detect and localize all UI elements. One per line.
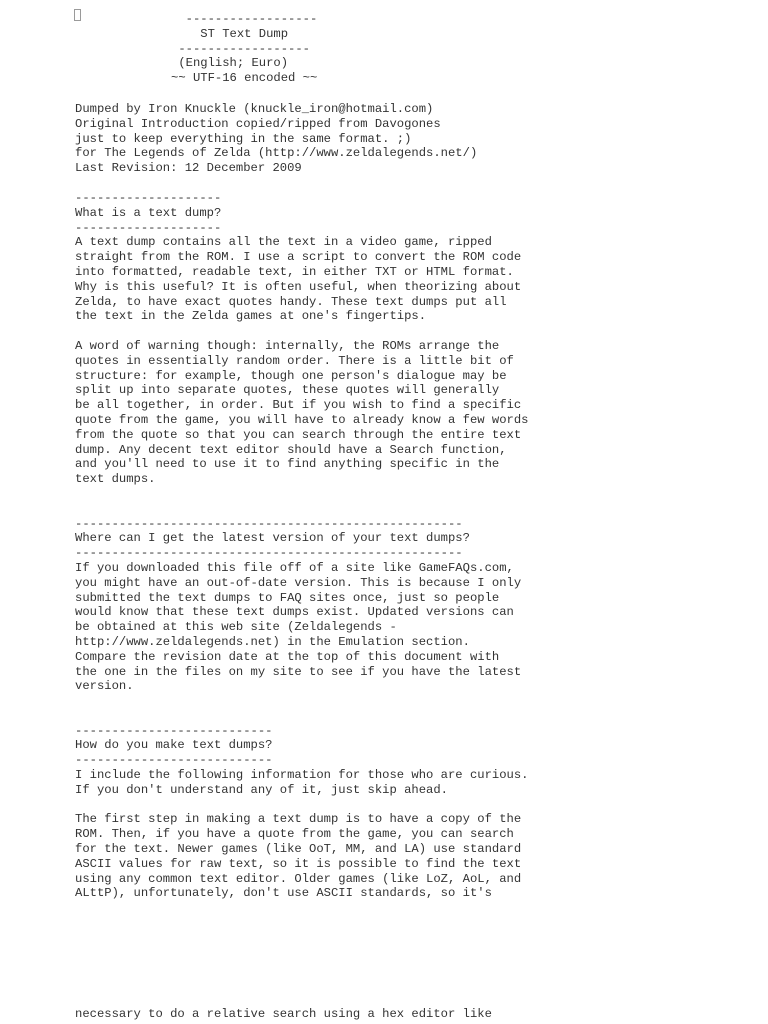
section-1-para-2-line: be all together, in order. But if you wish to find a specific <box>75 398 522 413</box>
section-1-para-2-line: quotes in essentially random order. There is a little bit of <box>75 353 514 368</box>
section-2-heading: Where can I get the latest version of your text dumps? <box>75 531 470 546</box>
document-body <box>75 191 528 901</box>
section-1-para-1-line: straight from the ROM. I use a script to convert the ROM code <box>75 250 522 265</box>
section-1-para-2-line: dump. Any decent text editor should have a Search function, <box>75 442 507 457</box>
section-1-rule-top: -------------------- <box>75 191 222 205</box>
section-2-para-1-line: you might have an out-of-date version. This is because I only <box>75 575 522 590</box>
section-2-para-1-line: the one in the files on my site to see if you have the latest <box>75 664 522 679</box>
section-1-para-1-line: Why is this useful? It is often useful, when theorizing about <box>75 279 522 294</box>
header-encoding: ~~ UTF-16 encoded ~~ <box>171 71 318 86</box>
header-language: (English; Euro) <box>171 56 289 71</box>
blank-line <box>75 502 528 517</box>
section-3-para-1-line: If you don't understand any of it, just skip ahead. <box>75 782 448 797</box>
section-1-heading: What is a text dump? <box>75 205 222 220</box>
blank-line <box>75 694 528 709</box>
section-2-para-1-line: version. <box>75 679 134 694</box>
intro-line: Original Introduction copied/ripped from Davogones <box>75 116 441 131</box>
intro-line: Dumped by Iron Knuckle (knuckle_iron@hotmail.com) <box>75 102 434 116</box>
section-1-para-2-line: from the quote so that you can search through the entire text <box>75 427 522 442</box>
blank-line <box>75 324 528 339</box>
section-3-para-2-line: for the text. Newer games (like OoT, MM, and LA) use standard <box>75 842 522 857</box>
section-2-para-1-line: would know that these text dumps exist. Updated versions can <box>75 605 514 620</box>
header-title: ST Text Dump <box>171 26 289 41</box>
intro-line: just to keep everything in the same format. ;) <box>75 131 412 146</box>
section-1-para-1-line: Zelda, to have exact quotes handy. These text dumps put all <box>75 294 507 309</box>
section-2-para-1-line: http://www.zeldalegends.net) in the Emulation section. <box>75 634 470 649</box>
section-1-para-2-line: structure: for example, though one person's dialogue may be <box>75 368 507 383</box>
section-2-para-1-line: If you downloaded this file off of a site like GameFAQs.com, <box>75 560 514 575</box>
section-1-para-1-line: A text dump contains all the text in a video game, ripped <box>75 235 492 250</box>
section-1-para-2-line: split up into separate quotes, these quotes will generally <box>75 383 500 398</box>
section-1-para-1-line: the text in the Zelda games at one's fingertips. <box>75 309 427 324</box>
section-2-rule-top: ----------------------------------------------------- <box>75 516 463 531</box>
section-1-para-2-line: and you'll need to use it to find anything specific in the <box>75 457 500 472</box>
section-2-para-1-line: submitted the text dumps to FAQ sites once, just so people <box>75 590 500 605</box>
section-1-para-2-line: text dumps. <box>75 472 156 487</box>
section-3-para-2-line: ASCII values for raw text, so it is possible to find the text <box>75 856 522 871</box>
section-3-para-2-line: ROM. Then, if you have a quote from the game, you can search <box>75 827 514 842</box>
blank-line <box>75 709 528 724</box>
section-3-para-2-line: The first step in making a text dump is to have a copy of the <box>75 812 522 827</box>
intro-line: for The Legends of Zelda (http://www.zeldalegends.net/) <box>75 146 478 161</box>
continuation-line: necessary to do a relative search using a hex editor like <box>75 1007 492 1021</box>
header-rule-bottom: ------------------ <box>171 41 310 56</box>
intro-block <box>75 102 477 176</box>
section-2-para-1-line: Compare the revision date at the top of this document with <box>75 649 500 664</box>
section-2-para-1-line: be obtained at this web site (Zeldalegends - <box>75 620 397 635</box>
section-3-para-2-line: ALttP), unfortunately, don't use ASCII standards, so it's <box>75 886 492 901</box>
document-header <box>171 12 317 86</box>
header-rule-top: ------------------ <box>171 12 318 26</box>
section-1-para-1-line: into formatted, readable text, in either TXT or HTML format. <box>75 264 514 279</box>
section-1-rule-bottom: -------------------- <box>75 220 222 235</box>
section-3-para-1-line: I include the following information for those who are curious. <box>75 768 529 783</box>
section-3-heading: How do you make text dumps? <box>75 738 273 753</box>
blank-line <box>75 798 528 813</box>
bom-glyph-box <box>74 9 81 21</box>
page-bottom-continuation <box>75 1007 492 1022</box>
blank-line <box>75 487 528 502</box>
intro-line: Last Revision: 12 December 2009 <box>75 161 302 176</box>
section-2-rule-bottom: ----------------------------------------------------- <box>75 546 463 561</box>
section-3-rule-top: --------------------------- <box>75 723 273 738</box>
section-1-para-2-line: A word of warning though: internally, the ROMs arrange the <box>75 338 500 353</box>
section-1-para-2-line: quote from the game, you will have to already know a few words <box>75 412 529 427</box>
section-3-para-2-line: using any common text editor. Older games (like LoZ, AoL, and <box>75 871 522 886</box>
section-3-rule-bottom: --------------------------- <box>75 753 273 768</box>
